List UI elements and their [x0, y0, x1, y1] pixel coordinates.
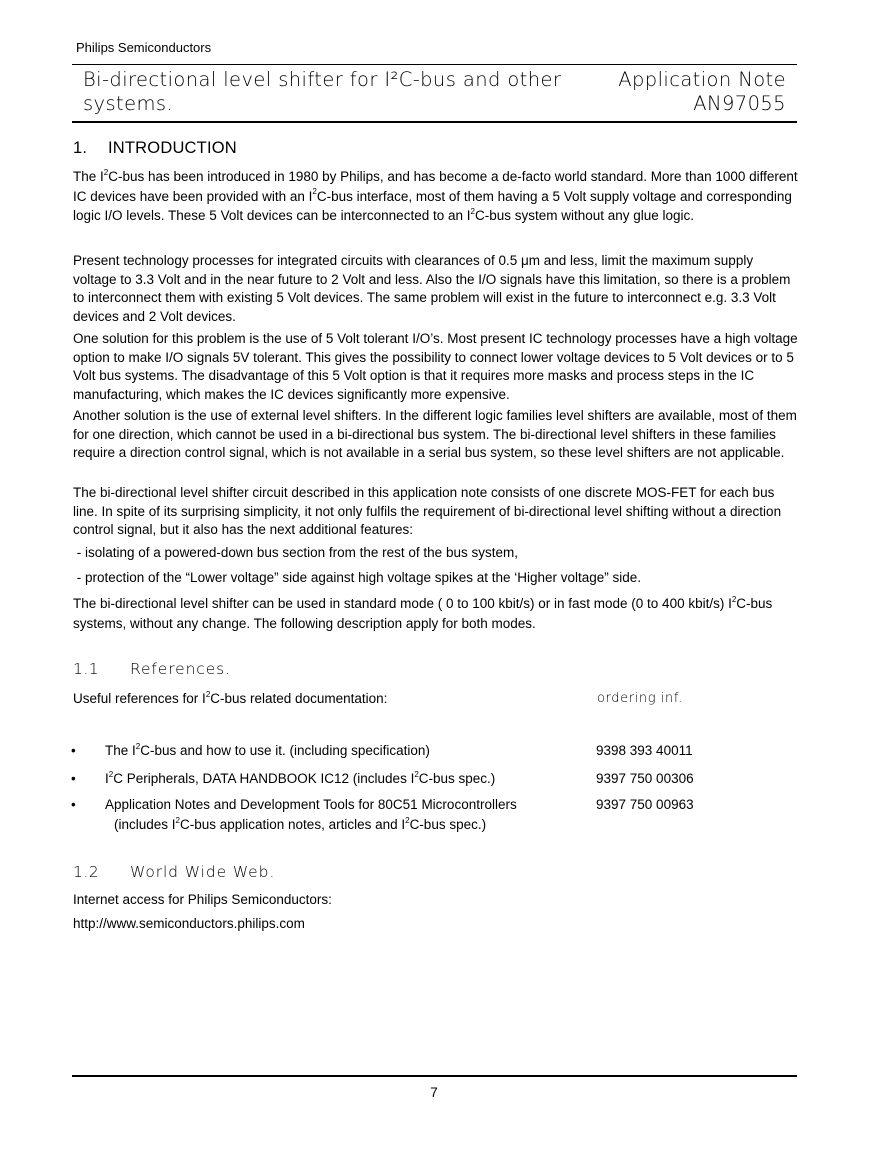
doc-number: AN97055 [693, 92, 786, 115]
footer-rule [72, 1075, 797, 1077]
paragraph-intro-3: One solution for this problem is the use of 5 Volt tolerant I/O’s. Most present IC technology processes have a high voltage option to make I/O signals 5V tolerant. This gives the possibility to connect lower voltage devices to 5 Volt devices or to 5 Volt bus systems. The disadvantage of this 5 Volt option is that it requires more masks and process steps in the IC manufacturing, which makes the IC devices significantly more expensive. [73, 331, 798, 402]
section-title: References. [130, 660, 231, 678]
paragraph-intro-1: The $I^2C$-bus has been introduced in 1980 by Philips, and has become a de-facto world standard. More than 1000 different IC devices have been provided with an $I^2C$-bus interface, most of them having a 5 Volt supply voltage and corresponding logic I/O levels. These 5 Volt devices can be interconnected to an $I^2C$-bus system without any glue logic. [73, 167, 798, 223]
reference-code-1: 9398 393 40011 [596, 743, 693, 758]
reference-code-2: 9397 750 00306 [596, 771, 694, 786]
section-heading-world-wide-web [73, 863, 275, 881]
paragraph-intro-6: The bi-directional level shifter can be used in standard mode ( 0 to 100 kbit/s) or in fast mode (0 to 400 kbit/s) $I^2C$-bus systems, without any change. The following description apply for both modes. [73, 594, 773, 631]
reference-item-2: $I^2C$ Peripherals, DATA HANDBOOK IC12 (includes $I^2C$-bus spec.) [105, 769, 496, 786]
section-number: 1.1 [73, 660, 100, 678]
bullet-icon: • [71, 743, 76, 758]
references-intro: Useful references for $I^2C$-bus related documentation: [73, 689, 388, 706]
reference-code-3: 9397 750 00963 [596, 797, 694, 812]
section-heading-references [73, 660, 231, 678]
paragraph-intro-5: The bi-directional level shifter circuit described in this application note consists of one discrete MOS-FET for each bus line. In spite of its surprising simplicity, it not only fulfils the requirement of bi-directional level shifting without a direction control signal, but it also has the next additional features: [73, 485, 782, 538]
ordering-info-label: ordering inf. [597, 691, 683, 706]
internet-access-text: Internet access for Philips Semiconductors: [73, 892, 332, 907]
section-title: World Wide Web. [130, 863, 276, 881]
section-number: 1. [73, 139, 88, 157]
reference-item-1: The $I^2C$-bus and how to use it. (including specification) [105, 741, 430, 758]
feature-item-protection: - protection of the “Lower voltage” side against high voltage spikes at the ‘Higher voltage” side. [73, 570, 642, 585]
company-name: Philips Semiconductors [76, 40, 212, 55]
doc-type-label: Application Note [618, 68, 786, 91]
document-title [83, 68, 583, 116]
reference-item-3: Application Notes and Development Tools for 80C51 Microcontrollers (includes $I^2C$-bus application notes, articles and $I^2C$-bus spec.) [105, 797, 517, 832]
page-number: 7 [430, 1085, 438, 1100]
bullet-icon: • [71, 797, 76, 812]
section-number: 1.2 [73, 863, 100, 881]
title-line-1: Bi-directional level shifter for I²C-bus and other [83, 68, 562, 91]
section-title: INTRODUCTION [108, 139, 237, 157]
bullet-icon: • [71, 771, 76, 786]
paragraph-intro-2: Present technology processes for integrated circuits with clearances of 0.5 μm and less, limit the maximum supply voltage to 3.3 Volt and in the near future to 2 Volt and less. Also the I/O signals have this limitation, so there is a problem to interconnect them with existing 5 Volt devices. The same problem will exist in the future to interconnect e.g. 3.3 Volt devices and 2 Volt devices. [73, 253, 791, 324]
paragraph-intro-4: Another solution is the use of external level shifters. In the different logic families level shifters are available, most of them for one direction, which cannot be used in a bi-directional bus system. The bi-directional level shifters in these families require a direction control signal, which is not available in a serial bus system, so these level shifters are not applicable. [73, 408, 797, 461]
document-type [618, 68, 786, 116]
section-heading-introduction [73, 139, 237, 158]
feature-item-isolating: - isolating of a powered-down bus section from the rest of the bus system, [73, 545, 518, 560]
website-url: http://www.semiconductors.philips.com [73, 916, 305, 931]
title-line-2: systems. [83, 92, 174, 115]
